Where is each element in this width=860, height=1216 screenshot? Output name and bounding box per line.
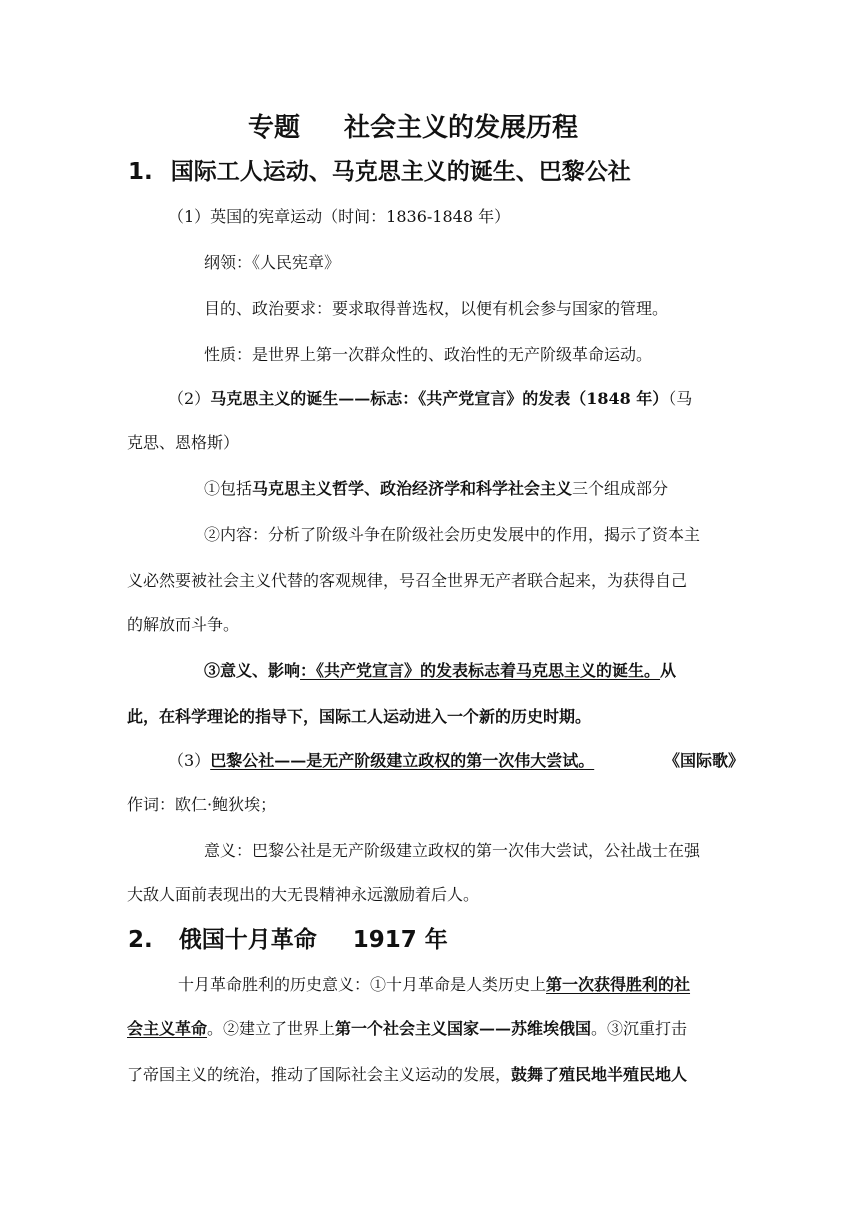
- section-2-line3: [127, 1064, 687, 1086]
- item-3-significance-line1: 意义：巴黎公社是无产阶级建立政权的第一次伟大尝试，公社战士在强: [204, 841, 701, 860]
- item-2-label-line2: 克思、恩格斯）: [127, 433, 240, 452]
- item-2-number: （2）: [168, 389, 211, 408]
- significance-underlined: ：《共产党宣言》的发表标志着马克思主义的诞生。: [300, 661, 661, 680]
- item-2-title: 马克思主义的诞生——标志：《共产党宣言》的发表（1848 年）: [210, 389, 669, 408]
- title-main: 社会主义的发展历程: [344, 113, 579, 143]
- item-2-significance-line2: 此，在科学理论的指导下，国际工人运动进入一个新的历史时期。: [127, 707, 592, 726]
- section-2-number: 2.: [128, 927, 153, 953]
- section-1-heading: [128, 156, 631, 188]
- section-2-line3-lead: 了帝国主义的统治，推动了国际社会主义运动的发展，: [127, 1065, 512, 1084]
- significance-tail: 从: [660, 661, 677, 680]
- components-tail: 三个组成部分: [572, 479, 669, 498]
- item-2-content-line2: 义必然要被社会主义代替的客观规律，号召全世界无产者联合起来，为获得自己: [127, 571, 688, 590]
- section-2-line2-bold: 第一个社会主义国家——苏维埃俄国: [335, 1019, 592, 1038]
- section-1-title: 国际工人运动、马克思主义的诞生、巴黎公社: [170, 159, 631, 185]
- components-bold: 马克思主义哲学、政治经济学和科学社会主义: [252, 479, 573, 498]
- section-2-line1-underlined: 第一次获得胜利的社: [546, 975, 691, 994]
- item-3-label: [168, 750, 594, 772]
- item-3-title: 巴黎公社——是无产阶级建立政权的第一次伟大尝试。: [210, 751, 595, 770]
- item-2-content-line1: ②内容：分析了阶级斗争在阶级社会历史发展中的作用，揭示了资本主: [204, 525, 701, 544]
- section-2-heading: [128, 924, 448, 956]
- item-2-components: [204, 478, 668, 500]
- section-2-line1: [178, 974, 690, 996]
- item-2-title-tail: （马: [668, 389, 693, 408]
- section-2-line2-mid: 。②建立了世界上: [207, 1019, 336, 1038]
- item-2-label: [168, 388, 692, 410]
- item-2-content-line3: 的解放而斗争。: [127, 615, 240, 634]
- item-1-label: （1）英国的宪章运动（时间：1836-1848 年）: [168, 207, 511, 226]
- item-3-number: （3）: [168, 751, 211, 770]
- components-lead: ①包括: [204, 479, 253, 498]
- section-1-number: 1.: [128, 159, 153, 185]
- significance-lead: ③意义、影响: [204, 661, 301, 680]
- page-title: [248, 110, 578, 146]
- item-3-song: 《国际歌》: [664, 751, 745, 770]
- item-3-lyricist: 作词：欧仁·鲍狄埃；: [127, 795, 277, 814]
- item-1-program: 纲领：《人民宪章》: [204, 253, 341, 272]
- item-3-significance-line2: 大敌人面前表现出的大无畏精神永远激励着后人。: [127, 885, 480, 904]
- item-1-nature: 性质：是世界上第一次群众性的、政治性的无产阶级革命运动。: [204, 345, 653, 364]
- item-1-goal: 目的、政治要求：要求取得普选权，以便有机会参与国家的管理。: [204, 299, 669, 318]
- section-2-line2: [127, 1018, 687, 1040]
- section-2-title: 俄国十月革命: [178, 927, 317, 953]
- section-2-line2-tail: 。③沉重打击: [591, 1019, 688, 1038]
- section-2-year: 1917 年: [352, 927, 448, 953]
- title-prefix: 专题: [248, 113, 301, 143]
- section-2-line3-bold: 鼓舞了殖民地半殖民地人: [511, 1065, 688, 1084]
- section-2-line1-lead: 十月革命胜利的历史意义：①十月革命是人类历史上: [178, 975, 547, 994]
- section-2-line2-underlined: 会主义革命: [127, 1019, 208, 1038]
- item-2-significance: [204, 660, 676, 682]
